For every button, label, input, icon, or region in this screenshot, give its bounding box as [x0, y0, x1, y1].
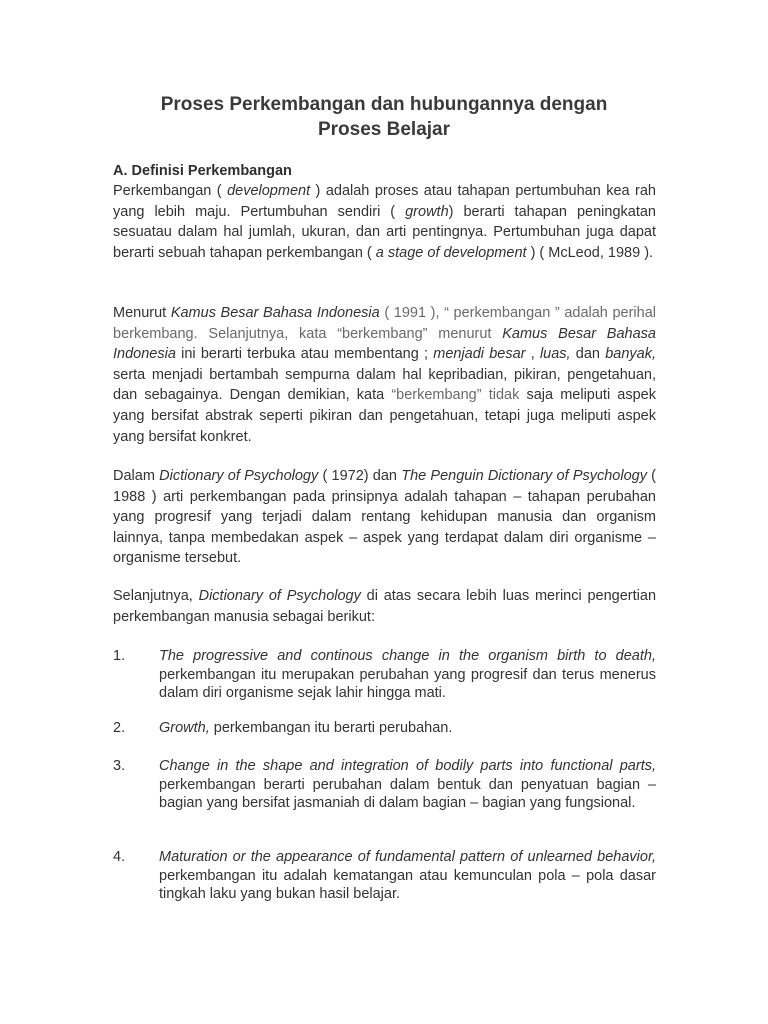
paragraph-dictionary — [113, 466, 656, 569]
list-item — [113, 719, 656, 738]
list-number: 3. — [113, 758, 126, 774]
text-run: perkembangan itu berarti perubahan. — [209, 720, 453, 736]
list-item-body — [159, 719, 656, 738]
text-run: ( 1972) dan — [318, 468, 402, 484]
list-number: 2. — [113, 720, 126, 736]
italic-term: luas, — [539, 346, 571, 363]
list-item — [113, 848, 656, 904]
italic-term: Growth, — [159, 720, 210, 736]
italic-term: Dictionary of Psychology — [198, 588, 361, 604]
text-run: Menurut — [113, 305, 171, 321]
italic-term: Dictionary of Psychology — [159, 468, 319, 484]
text-run-light: “berkembang” tidak — [391, 387, 520, 404]
list-item — [113, 757, 656, 813]
paragraph-kbbi — [113, 303, 656, 447]
list-item — [113, 647, 656, 703]
text-run: serta menjadi bertambah sempurna dalam hal kepribadian, pikiran, pengetahuan, dan sebagainya. Dengan demikian, kata — [113, 366, 656, 404]
italic-term: menjadi besar — [433, 346, 526, 363]
text-run: ) ( McLeod, 1989 ). — [526, 244, 654, 261]
italic-term: development — [227, 183, 311, 199]
italic-term: The progressive and continous change in the organism birth to death, — [159, 648, 656, 664]
list-item-body — [159, 848, 656, 904]
italic-term: Kamus Besar Bahasa Indonesia — [170, 305, 380, 321]
italic-term: Kamus Besar Bahasa Indonesia — [113, 325, 656, 363]
title-line-1: Proses Perkembangan dan hubungannya dengan — [160, 94, 608, 115]
text-run: ) adalah proses atau tahapan pertumbuhan kea rah yang lebih maju. Pertumbuhan sendiri ( — [113, 183, 657, 220]
text-run: Selanjutnya, — [113, 588, 199, 604]
italic-term: growth — [405, 203, 449, 220]
page-title — [100, 92, 668, 142]
text-run: di atas secara lebih luas merinci pengertian perkembangan manusia sebagai berikut: — [113, 588, 657, 625]
italic-term: a stage of development — [375, 244, 527, 261]
text-run: perkembangan itu adalah kematangan atau kemunculan pola – pola dasar tingkah laku yang bukan hasil belajar. — [159, 867, 656, 902]
list-number: 4. — [113, 849, 126, 865]
paragraph-intro-list — [113, 586, 656, 627]
text-run: ( 1988 ) arti perkembangan pada prinsipnya adalah tahapan – tahapan perubahan yang progresif yang terjadi dalam rentang kehidupan manusia dan organism lainnya, tanpa membedakan aspek – aspek yang terdapat dalam diri organisme – organisme tersebut. — [113, 468, 657, 567]
italic-term: banyak, — [605, 346, 657, 363]
italic-term: Change in the shape and integration of bodily parts into functional parts, — [159, 758, 656, 774]
text-run: perkembangan itu merupakan perubahan yang progresif dan terus menerus dalam diri organisme sejak lahir hingga mati. — [159, 666, 656, 701]
section-heading: A. Definisi Perkembangan — [113, 163, 292, 179]
text-run: ini berarti terbuka atau membentang ; — [175, 346, 434, 363]
list-number: 1. — [113, 648, 126, 664]
text-run-light: ( 1991 ), “ perkembangan ” adalah perihal berkembang. Selanjutnya, kata “berkembang” menurut — [113, 305, 656, 342]
text-run: Perkembangan ( — [113, 183, 228, 199]
list-item-body — [159, 647, 656, 703]
list-item-body — [159, 757, 656, 813]
italic-term: Maturation or the appearance of fundamental pattern of unlearned behavior, — [159, 849, 656, 865]
text-run: saja meliputi aspek yang bersifat abstrak seperti pikiran dan pengetahuan, tetapi juga meliputi aspek yang bersifat konkret. — [113, 387, 656, 445]
paragraph-definition — [113, 181, 656, 263]
text-run: ) berarti tahapan peningkatan sesuatau dalam hal jumlah, ukuran, dan arti pentingnya. Pertumbuhan juga dapat berarti sebuah tahapan perkembangan ( — [113, 203, 656, 261]
text-run: , — [525, 346, 540, 363]
title-line-2: Proses Belajar — [317, 119, 451, 140]
text-run: Dalam — [113, 468, 160, 484]
text-run: perkembangan berarti perubahan dalam bentuk dan penyatuan bagian – bagian yang bersifat jasmaniah di dalam bagian – bagian yang fungsional. — [159, 776, 656, 811]
text-run: dan — [570, 346, 606, 363]
italic-term: The Penguin Dictionary of Psychology — [401, 468, 647, 484]
